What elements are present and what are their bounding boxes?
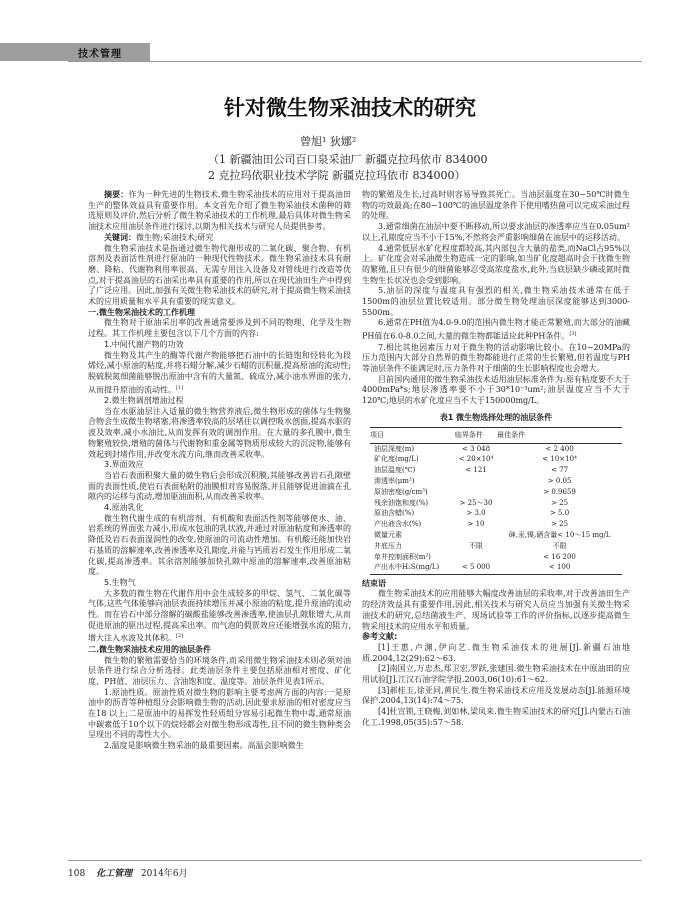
table-cell: 微量元素 xyxy=(374,531,402,539)
table-cell: 产出水中H₂S(mg/L) xyxy=(370,563,455,574)
table-cell: < 77 xyxy=(551,466,569,475)
paragraph-3: 3.通常细菌在油层中要不断移动,所以要求油层的渗透率应当在0.05um²以上,孔隙度应当不小于15%,不然将会严重影响细菌在油层中的运移活动。 xyxy=(362,222,630,242)
subsection-1-1: 1.中间代谢产物的功效 xyxy=(104,339,184,349)
reference-item: [1]王惠,卢渊,伊向艺.微生物采油技术的进展[J].新疆石油地质.2004,12(29):62～63. xyxy=(362,642,630,663)
subsection-1-5-text: 大多数的微生物在代谢作用中会生成较多的甲烷、氢气、二氧化碳等气体,这些气体能够向油层表面持续增压并减小原油的粘度,提升原油的流动性。而在岩石中部分溶解的碳酸盐能够改善渗透率,使油层孔隙胀增大,从而促进原油的驱出过程,提高采出率。而气泡的假贾效应还能增强水流的阻力,增大注入水波及其体积。[2] xyxy=(88,588,351,644)
table-row xyxy=(370,455,622,466)
table-row xyxy=(370,509,622,520)
section-2-para-2: 2.温度是影响微生物采油的最重要因素。高温会影响微生 xyxy=(104,741,304,751)
table-body xyxy=(370,444,622,575)
table-cell: 井底压力 xyxy=(374,541,402,550)
table-cell: < 2 400 xyxy=(545,444,574,453)
table-row xyxy=(370,498,622,509)
conclusion-heading: 结束语 xyxy=(362,578,386,588)
paragraph-6: 6.通常在PH值为4.0-9.0的范围内微生物才能正常繁殖,而大部分的油藏PH值在6.0-8.0之间,大量的微生物都能适应此种PH条件。[3] xyxy=(362,318,630,341)
table-cell: 原油密度(g/cm³) xyxy=(374,487,428,496)
section-tag xyxy=(0,43,150,61)
table-cell: > 5.0 xyxy=(549,509,570,518)
table-cell xyxy=(455,552,497,563)
section-heading-2: 二.微生物采油技术应用的油层条件 xyxy=(88,644,212,654)
table-row xyxy=(370,477,622,488)
paragraph-4: 4.通常低层水矿化程度都较高,其内部包含大量的盐类,而NaCl占95%以上。矿化度会对采油微生物造成一定的影响,如当矿化度超高时会干扰微生物的繁殖,且只有很少的细菌能够忍受高浓度盐水,此外,当底层缺少磷或氮时微生物生长状况也会受到影响。 xyxy=(362,243,630,285)
table-cell: > 3.0 xyxy=(466,509,486,518)
subsection-1-2-text: 当在水驱油层注入适量的微生物营养液后,微生物形成的菌体与生物聚合物会生成微生物堵塞,将渗透率较高的层堵住以调控吸水剖面,提高水驱的波及效率,减小水油比,从而发挥有效的调剖作用。在大量的多孔膜中,微生物繁殖较快,增殖的菌体与代谢物和重金属等物质形成较大的沉淀物,能够有效起到封堵作用,并改变水流方向,继而改善采收率。 xyxy=(88,406,351,459)
table-cell: 原油含蜡(%) xyxy=(374,509,415,518)
magazine-name: 化工管理 xyxy=(96,869,133,879)
reference-item: [4]杜宣锁,王晓梅,刘如林,梁凤来.微生物采油技术的研究[J].内蒙古石油化工.1998,05(35):57～58. xyxy=(362,707,630,727)
table-cell xyxy=(455,487,497,498)
header-rule xyxy=(68,61,642,62)
table-cell: 残余油饱和度(%) xyxy=(374,498,429,507)
right-column xyxy=(362,190,630,729)
reference-item: [3]郝桂玉,徐亚同,黄民生.微生物采油技术应用及发展动态[J].能源环境保护.2004,13(14):74～75. xyxy=(362,685,630,706)
section-1-text: 微生物对于原油采出率的改善通常要涉及到不同的物理、化学及生物过程。其工作机理主要包含以下几个方面的内容: xyxy=(88,318,351,339)
table-cell xyxy=(455,531,497,542)
table-row xyxy=(370,563,622,574)
subsection-1-2: 2.微生物调剖增油过程 xyxy=(104,396,184,406)
table-cell: 单井控制面积(m²) xyxy=(374,552,431,561)
section-2-para-1: 1.原油性质。原油性质对微生物的影响主要考虑两方面的内容:一是原油中的沥青等种植组分会影响微生物的活动,因此要求原油的相对密度应当在18 以上;二是原油中的易挥发性轻质组分容易引起微生物中毒,通常原油中碳素低于10个以下的烷烃都会对微生物形成毒性,且不同的微生物种类会呈现出不同的毒性大小。 xyxy=(88,687,351,740)
table-header-row xyxy=(370,428,622,444)
temperature-paragraph: 物的繁殖及生长,过高时则容易导致其死亡。当油层温度在30~50℃时微生物的功效最高;在80~100℃的油层温度条件下使用嗜热菌可以完成采油过程的处理。 xyxy=(362,190,630,221)
section-label: 技术管理 xyxy=(78,49,122,60)
table-cell: 油层温度(℃) xyxy=(374,466,416,475)
table-row xyxy=(370,531,622,542)
intro-paragraph: 微生物采油技术是指通过微生物代谢形成的二氧化碳、聚合物、有机溶剂及表面活性剂进行驱油的一种现代性物技术。微生物采油技术具有耐磨、降粘、代谢物利用率很高、无需专用注入设备及对管线进行改造等优点,对于提高油层的石油采出率具有重要的作用,所以在现代油田生产中得到了广泛应用。因此,加强有关微生物采油技术的研究,对于提高微生物采油技术的应用质量和水平具有重要的现实意义。 xyxy=(88,243,351,307)
table-cell: 产出液含水(%) xyxy=(374,520,422,529)
table-header-cell: 最佳条件 xyxy=(497,428,622,444)
affiliation-2: 2 克拉玛依职业技术学院 新疆克拉玛依市 834000） xyxy=(208,169,466,182)
keywords: 关键词：微生物;采油技术;研究 xyxy=(104,232,214,242)
paragraph-8: 目前国内通用的微生物采油技术适用油层标准条件为:原有粘度要不大于4000mPa*s;地层渗透率要不小于30*10⁻³um²;油层温度应当不大于120℃;地层的水矿化度应当不大于150000mg/L。 xyxy=(362,374,630,406)
table-row xyxy=(370,466,622,477)
table-cell: > 10 xyxy=(467,520,485,529)
table-cell: < 3 048 xyxy=(461,444,491,453)
table-cell: 砷,汞,镍,硒含量< 10～15 mg/L xyxy=(508,531,611,539)
subsection-1-5: 5.生物气 xyxy=(104,577,136,587)
paragraph-7: 7.相比其他因素压力对于微生物的活动影响比较小。在10~20MPa的压力范围内大部分自然界的微生物都能进行正常的生长繁殖,但若温度与PH等油层条件不能满足时,压力条件对于细菌的生长影响程度也会增大。 xyxy=(362,342,630,373)
conditions-table xyxy=(370,427,622,574)
table-cell: < 121 xyxy=(465,466,487,475)
conclusion-text: 微生物采油技术的应用能够大幅度改善油层的采收率,对于改善油田生产的经济效益具有重要作用,因此,相关技术与研究人员应当加强有关微生物采油技术的研究,总结菌液生产、现场试验等工作的评价指标,以逐步提高微生物采用技术的应用水平和质量。 xyxy=(362,589,630,631)
subsection-1-4-text: 微生物代谢生成的有机溶剂、有机酸和表面活性剂等能够使水、油、岩系统的界面张力减小,形成水包油的乳状液,并通过对原油粘度和渗透率的降低及岩石表面湿润性的改变,使原油的可流动性增加。有机酸还能加快岩石基质的溶解速率,改善渗透率及孔隙度,并能与钙质岩石发生作用形成二氧化碳,提高渗透率。其余溶剂能够加快孔隙中原油的溶解速率,改善原油粘度。 xyxy=(88,513,351,577)
table-row xyxy=(370,520,622,531)
subsection-1-3: 3.界面效应 xyxy=(104,460,144,470)
table-cell: < 16 200 xyxy=(543,552,576,561)
table-title: 表1 微生物选择处理的油层条件 xyxy=(439,412,553,422)
table-cell: > 0.9659 xyxy=(543,487,576,496)
subsection-1-4: 4.原油乳化 xyxy=(104,503,144,513)
table-cell: > 25 xyxy=(551,520,569,529)
issue-date: 2014年6月 xyxy=(140,869,188,879)
page-number: 108 xyxy=(68,869,86,879)
left-column xyxy=(88,190,351,752)
subsection-1-3-text: 当岩石表面积聚大量的微生物后会形成沉积膜,其能够改善岩石孔隙壁面的表面性质,使岩石表面粘附的油膜相对容易脱落,并且能够促进油滴在孔隙内的运移与流动,增加驱油面积,从而改善采收率。 xyxy=(88,470,351,502)
table-row xyxy=(370,552,622,563)
table-cell: 矿化度(mg/L) xyxy=(374,455,419,464)
page-footer xyxy=(68,866,188,879)
abstract: 摘要：作为一种先进的生物技术,微生物采油技术的应用对于提高油田生产的整体效益具有重要作用。本文首先介绍了微生物采油技术菌种的筛选原则及评价,然后分析了微生物采油技术的工作机理,最后具体对微生物采油技术应用油层条件进行探讨,以期为相关技术与研究人员提供参考。 xyxy=(88,190,352,232)
section-heading-1: 一.微生物采油技术的工作机理 xyxy=(88,307,196,317)
table-cell: 渗透率(μm²) xyxy=(374,477,415,486)
table-header-cell: 临界条件 xyxy=(455,428,497,444)
table-cell: < 10×10⁴ xyxy=(542,455,577,464)
reference-item: [2]南国立,万忠杰,郑卫宏,罗跃,张建国.微生物采油技术在中原油田的应用试验[J].江汉石油学院学报.2003,06(10):61～62. xyxy=(362,664,630,685)
table-cell: 油层深度(m) xyxy=(374,444,415,453)
table-cell xyxy=(455,477,497,488)
paragraph-5: 5.油层的深度与温度具有强烈的相关,微生物采油技术通常在低于1500m的油层位置比较适用。部分微生物处理油层深度能够达到3000-5500m。 xyxy=(362,286,630,317)
table-cell: < 5 000 xyxy=(455,563,497,574)
article-title: 针对微生物采油技术的研究 xyxy=(224,96,476,120)
footer-rule xyxy=(68,860,642,861)
table-cell: > 25～30 xyxy=(459,498,493,507)
table-cell: < 20×10⁴ xyxy=(458,455,494,464)
table-cell: 不限 xyxy=(469,541,483,550)
references-heading: 参考文献: xyxy=(362,632,398,642)
table-header-cell: 项目 xyxy=(370,428,455,444)
table-row xyxy=(370,541,622,552)
table-cell: 不限 xyxy=(552,541,567,550)
table-cell: > 25 xyxy=(551,498,569,507)
table-row xyxy=(370,487,622,498)
article-authors: 曾旭¹ 狄娜² xyxy=(300,135,357,148)
table-cell: > 0.05 xyxy=(547,477,572,486)
table-cell: < 100 xyxy=(497,563,622,574)
table-row xyxy=(370,444,622,455)
subsection-1-1-text: 微生物及其产生的酶等代谢产物能够把石油中的长链饱和烃转化为段烯烃,减小原油的粘度,并将石蜡分解,减少石蜡的沉积量,提高原油的流动性;脱硫脱氮细菌能够脱出原油中含有的大量氮、硫成分,减小油水界面的张力,从而提升原油的流动性。[1] xyxy=(88,350,351,395)
affiliation-1: （1 新疆油田公司百口泉采油厂 新疆克拉玛依市 834000 xyxy=(208,153,488,166)
section-2-text: 微生物的繁殖需要恰当的环境条件,而采用微生物采油技术则必须对油层条件进行综合分析选择。此类油层条件主要包括原油相对密度、矿化度、PH值、油层压力、含油饱和度、温度等。油层条件见表1所示。 xyxy=(88,655,351,686)
